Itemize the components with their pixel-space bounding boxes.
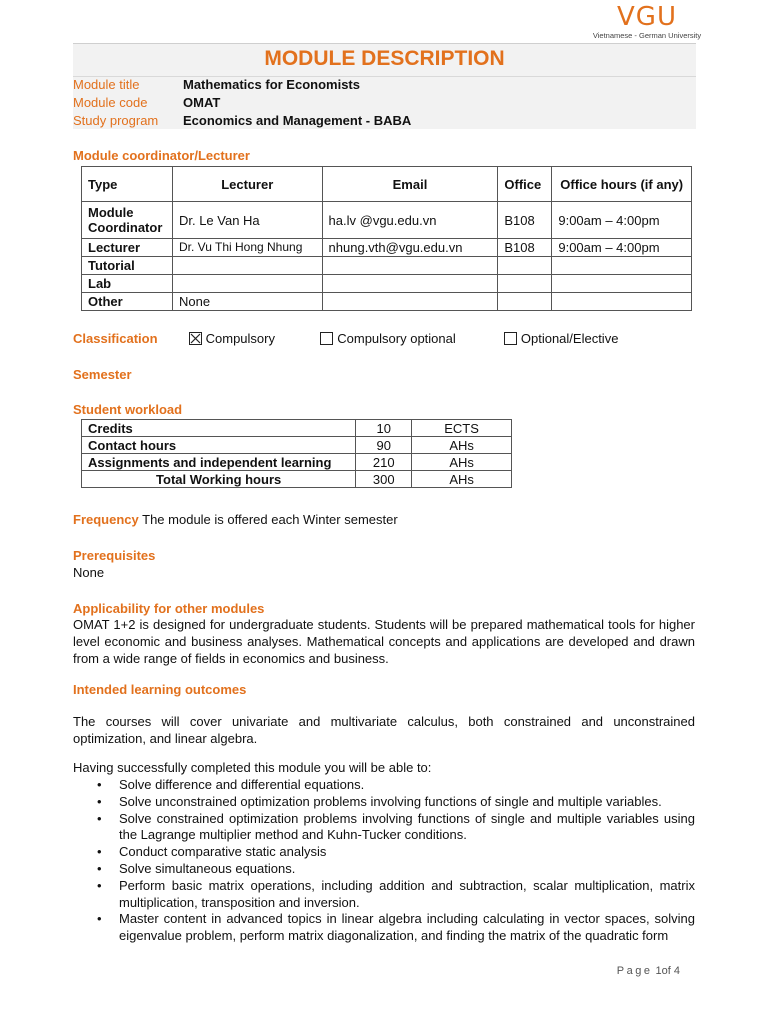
cell-label: Credits bbox=[82, 420, 356, 437]
bullet-icon: • bbox=[97, 793, 102, 809]
logo-subtitle: Vietnamese - German University bbox=[592, 31, 702, 40]
classification-heading: Classification bbox=[73, 331, 158, 346]
meta-value: Economics and Management - BABA bbox=[183, 113, 412, 128]
bullet-icon: • bbox=[97, 777, 102, 792]
col-office: Office bbox=[498, 167, 552, 202]
col-type: Type bbox=[82, 167, 173, 202]
col-office-hours: Office hours (if any) bbox=[552, 167, 692, 202]
cell-lecturer: Dr. Vu Thi Hong Nhung bbox=[172, 239, 322, 257]
cell-email: ha.lv @vgu.edu.vn bbox=[322, 202, 498, 239]
meta-value: OMAT bbox=[183, 95, 221, 110]
page-footer bbox=[560, 965, 680, 977]
outcomes-lead: Having successfully completed this module you will be able to: bbox=[73, 760, 432, 775]
cell-unit: AHs bbox=[412, 437, 512, 454]
table-header-row bbox=[82, 167, 692, 202]
list-item-text: Solve difference and differential equations. bbox=[119, 777, 365, 792]
cell-unit: AHs bbox=[412, 454, 512, 471]
list-item-text: Perform basic matrix operations, including addition and subtraction, scalar multiplication, matrix multiplication, transposition and inversion. bbox=[119, 877, 695, 910]
cell-hours bbox=[552, 257, 692, 275]
lecturer-table bbox=[81, 166, 692, 311]
checkbox-empty-icon[interactable] bbox=[504, 332, 517, 345]
cell-value: 90 bbox=[356, 437, 412, 454]
option-optional-elective[interactable] bbox=[504, 331, 619, 346]
cell-lecturer: None bbox=[172, 293, 322, 311]
option-compulsory[interactable] bbox=[189, 331, 317, 346]
option-label: Compulsory bbox=[205, 331, 275, 346]
bullet-icon: • bbox=[97, 810, 102, 826]
cell-type: Module Coordinator bbox=[82, 202, 173, 239]
frequency-text: The module is offered each Winter semester bbox=[142, 512, 398, 527]
list-item bbox=[73, 911, 695, 945]
frequency-line bbox=[73, 512, 695, 529]
cell-value: 300 bbox=[356, 471, 412, 488]
col-email: Email bbox=[322, 167, 498, 202]
cell-email: nhung.vth@vgu.edu.vn bbox=[322, 239, 498, 257]
cell-hours: 9:00am – 4:00pm bbox=[552, 239, 692, 257]
table-row bbox=[82, 437, 512, 454]
meta-module-title bbox=[73, 77, 360, 92]
page-number: 1 bbox=[655, 965, 662, 977]
list-item bbox=[73, 777, 695, 794]
classification-row bbox=[73, 331, 618, 346]
checkbox-checked-icon[interactable] bbox=[189, 332, 202, 345]
list-item bbox=[73, 811, 695, 845]
cell-unit: ECTS bbox=[412, 420, 512, 437]
cell-email bbox=[322, 275, 498, 293]
semester-heading: Semester bbox=[73, 367, 132, 382]
table-row bbox=[82, 257, 692, 275]
list-item-text: Solve constrained optimization problems involving functions of single and multiple variables using the Lagrange multiplier method and Kuhn-Tucker conditions. bbox=[119, 810, 695, 843]
bullet-icon: • bbox=[97, 911, 102, 927]
table-row bbox=[82, 239, 692, 257]
meta-module-code bbox=[73, 95, 220, 110]
page-title: MODULE DESCRIPTION bbox=[264, 47, 505, 70]
option-label: Optional/Elective bbox=[520, 331, 619, 346]
option-compulsory-optional[interactable] bbox=[320, 331, 500, 346]
list-item-text: Master content in advanced topics in linear algebra including calculating in vector spaces, solving eigenvalue problem, perform matrix diagonalization, and finding the matrix of the quadratic form bbox=[119, 911, 695, 944]
cell-type: Lecturer bbox=[82, 239, 173, 257]
list-item bbox=[73, 794, 695, 811]
workload-table bbox=[81, 419, 512, 488]
col-lecturer: Lecturer bbox=[172, 167, 322, 202]
prerequisites-text: None bbox=[73, 565, 105, 580]
bullet-icon: • bbox=[97, 877, 102, 893]
table-row bbox=[82, 275, 692, 293]
cell-unit: AHs bbox=[412, 471, 512, 488]
meta-label: Module title bbox=[73, 77, 140, 92]
cell-label: Contact hours bbox=[82, 437, 356, 454]
table-row bbox=[82, 202, 692, 239]
page-word: Page bbox=[616, 965, 653, 977]
cell-type: Tutorial bbox=[82, 257, 173, 275]
cell-office: B108 bbox=[498, 202, 552, 239]
cell-label: Assignments and independent learning bbox=[82, 454, 356, 471]
cell-office bbox=[498, 293, 552, 311]
page-of: of 4 bbox=[661, 965, 680, 977]
table-row bbox=[82, 454, 512, 471]
outcomes-intro: The courses will cover univariate and multivariate calculus, both constrained and unconstrained optimization, and linear algebra. bbox=[73, 714, 695, 746]
cell-type: Other bbox=[82, 293, 173, 311]
outcomes-list bbox=[73, 777, 695, 945]
applicability-text: OMAT 1+2 is designed for undergraduate students. Students will be prepared mathematical tools for higher level economic and business analyses. Mathematical concepts and applications are developed and drawn from a wide range of fields in economics and business. bbox=[73, 617, 695, 666]
workload-heading: Student workload bbox=[73, 402, 183, 417]
list-item-text: Solve simultaneous equations. bbox=[119, 860, 296, 876]
cell-value: 10 bbox=[356, 420, 412, 437]
cell-office bbox=[498, 257, 552, 275]
cell-label: Total Working hours bbox=[82, 471, 356, 488]
cell-hours bbox=[552, 293, 692, 311]
checkbox-empty-icon[interactable] bbox=[320, 332, 333, 345]
applicability-heading: Applicability for other modules bbox=[73, 601, 265, 616]
meta-label: Module code bbox=[73, 95, 148, 110]
table-row bbox=[82, 420, 512, 437]
logo-mark: VGU bbox=[617, 2, 677, 32]
cell-lecturer: Dr. Le Van Ha bbox=[172, 202, 322, 239]
list-item-text: Solve unconstrained optimization problems involving functions of single and multiple variables. bbox=[119, 793, 662, 809]
bullet-icon: • bbox=[97, 860, 102, 876]
cell-lecturer bbox=[172, 275, 322, 293]
cell-type: Lab bbox=[82, 275, 173, 293]
cell-hours bbox=[552, 275, 692, 293]
cell-lecturer bbox=[172, 257, 322, 275]
list-item bbox=[73, 861, 695, 878]
bullet-icon: • bbox=[97, 844, 102, 860]
cell-hours: 9:00am – 4:00pm bbox=[552, 202, 692, 239]
cell-value: 210 bbox=[356, 454, 412, 471]
list-item bbox=[73, 844, 695, 861]
frequency-heading: Frequency bbox=[73, 512, 139, 527]
coordinator-heading: Module coordinator/Lecturer bbox=[73, 148, 250, 163]
prerequisites-heading: Prerequisites bbox=[73, 548, 156, 563]
option-label: Compulsory optional bbox=[337, 331, 456, 346]
list-item-text: Conduct comparative static analysis bbox=[119, 844, 327, 860]
meta-value: Mathematics for Economists bbox=[183, 77, 360, 92]
list-item bbox=[73, 878, 695, 912]
cell-email bbox=[322, 293, 498, 311]
meta-study-program bbox=[73, 113, 411, 128]
vgu-logo bbox=[592, 4, 702, 40]
meta-label: Study program bbox=[73, 113, 159, 128]
cell-email bbox=[322, 257, 498, 275]
cell-office: B108 bbox=[498, 239, 552, 257]
table-row bbox=[82, 471, 512, 488]
outcomes-heading: Intended learning outcomes bbox=[73, 682, 247, 697]
table-row bbox=[82, 293, 692, 311]
cell-office bbox=[498, 275, 552, 293]
